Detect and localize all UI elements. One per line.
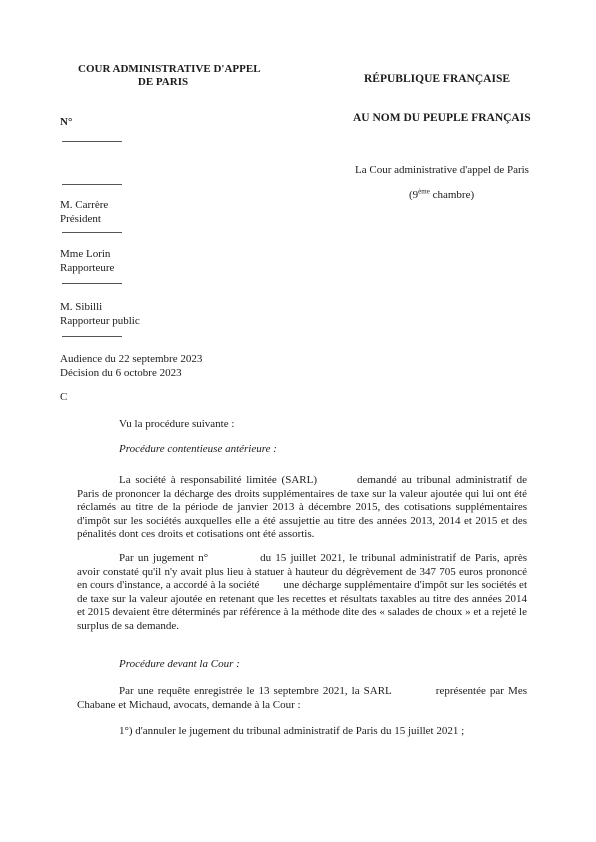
court-name-line1: COUR ADMINISTRATIVE D'APPEL — [78, 63, 261, 75]
audience-date: Audience du 22 septembre 2023 — [60, 353, 203, 365]
separator — [62, 283, 122, 284]
separator — [62, 141, 122, 142]
paragraph-2: Par un jugement n° du 15 juillet 2021, le tribunal administratif de Paris, après avoir constaté qu'il n'y avait plus lieu à statuer à hauteur du dégrèvement de 347 705 euros prononcé en cours d'instance, a accordé à la société une décharge supplémentaire d'impôt sur les sociétés et de taxe sur la valeur ajoutée en retenant que les recettes et résultats taxables au titre des années 2014 et 2015 devaient être déterminés par référence à la méthode dite des « salades de choux » et a rejeté le surplus de sa demande. — [77, 552, 527, 632]
paragraph-3: Par une requête enregistrée le 13 septembre 2021, la SARL représentée par Mes Chabane et Michaud, avocats, demande à la Cour : — [77, 685, 527, 711]
case-number-label: N° — [60, 116, 73, 128]
rapporteur-name: Mme Lorin — [60, 248, 111, 260]
separator — [62, 184, 122, 185]
rapporteur-role: Rapporteure — [60, 262, 115, 274]
paragraph-4: 1°) d'annuler le jugement du tribunal administratif de Paris du 15 juillet 2021 ; — [119, 725, 465, 737]
peuple-title: AU NOM DU PEUPLE FRANÇAIS — [353, 112, 531, 124]
cour-heading: Procédure devant la Cour : — [119, 658, 240, 670]
vu-line: Vu la procédure suivante : — [119, 418, 235, 430]
president-role: Président — [60, 213, 101, 225]
paragraph-1: La société à responsabilité limitée (SARL) demandé au tribunal administratif de Paris de prononcer la décharge des droits supplémentaires de taxe sur la valeur ajoutée qui lui ont été réclamés au titre de la période de janvier 2013 à décembre 2015, des cotisations supplémentaires d'impôt sur les sociétés auxquelles elle a été assujettie au titre des années 2013, 2014 et 2015 et des pénalités dont ces droits et cotisations ont été assortis. — [77, 474, 528, 541]
president-name: M. Carrère — [60, 199, 109, 211]
rapporteur-public-name: M. Sibilli — [60, 301, 103, 313]
anterieure-heading: Procédure contentieuse antérieure : — [119, 443, 277, 455]
chambre-label: (9ème chambre) — [409, 187, 475, 201]
code-letter: C — [60, 391, 68, 403]
rapporteur-public-role: Rapporteur public — [60, 315, 140, 327]
court-name-line2: DE PARIS — [137, 76, 189, 88]
cour-label: La Cour administrative d'appel de Paris — [355, 164, 529, 176]
court-name — [78, 63, 261, 89]
separator — [62, 232, 122, 233]
decision-date: Décision du 6 octobre 2023 — [60, 367, 182, 379]
separator — [62, 336, 122, 337]
republic-title: RÉPUBLIQUE FRANÇAISE — [364, 73, 511, 85]
